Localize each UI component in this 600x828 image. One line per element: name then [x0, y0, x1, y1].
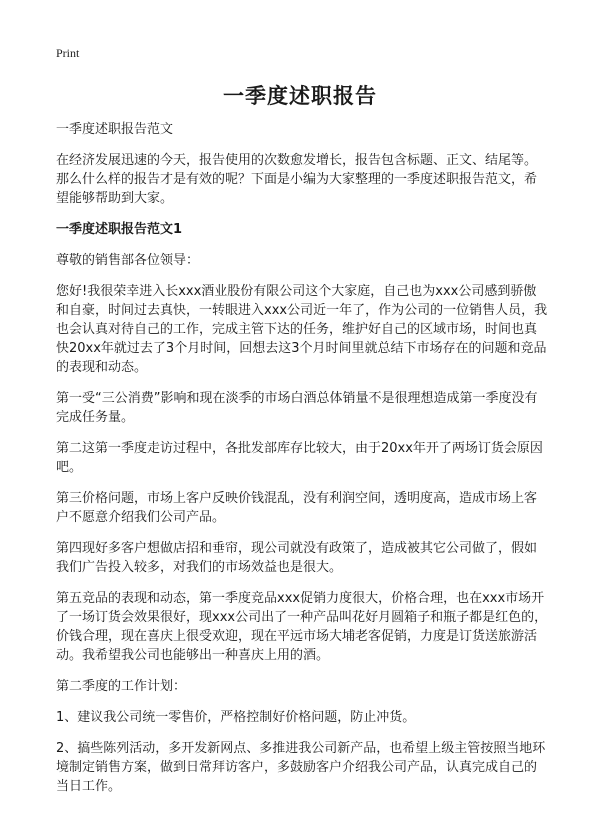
subtitle: 一季度述职报告范文 — [56, 122, 174, 137]
body-paragraph: 第四现好多客户想做店招和垂帘，现公司就没有政策了，造成被其它公司做了，假如我们广告投入较多，对我们的市场效益也是很大。 — [56, 541, 538, 575]
salutation: 尊敬的销售部各位领导： — [56, 253, 200, 268]
body-paragraph: 第二这第一季度走访过程中，各批发部库存比较大，由于20xx年开了两场订货会原因吧。 — [56, 441, 543, 475]
page-title: 一季度述职报告 — [223, 84, 377, 108]
plan-item: 1、建议我公司统一零售价，严格控制好价格问题，防止冲货。 — [56, 710, 416, 725]
body-paragraph: 第五竞品的表现和动态，第一季度竞品xxx促销力度很大，价格合理，也在xxx市场开了一场订货会效果很好，现xxx公司出了一种产品叫花好月圆箱子和瓶子都是红色的，价钱合理，现在喜庆上很受欢迎，现在平远市场大埔老客促销，力度是订货送旅游活动。我希望我公司也能够出一种喜庆上用的酒。 — [56, 591, 548, 663]
body-paragraph: 第三价格问题，市场上客户反映价钱混乱，没有利润空间，透明度高，造成市场上客户不愿意介绍我们公司产品。 — [56, 491, 538, 525]
section-heading: 一季度述职报告范文1 — [56, 222, 183, 237]
body-paragraph: 第一受“三公消费”影响和现在淡季的市场白酒总体销量不是很理想造成第一季度没有完成任务量。 — [56, 391, 538, 425]
print-label[interactable]: Print — [56, 46, 80, 60]
plan-heading: 第二季度的工作计划： — [56, 679, 187, 694]
intro-paragraph: 在经济发展迅速的今天，报告使用的次数愈发增长，报告包含标题、正文、结尾等。那么什么样的报告才是有效的呢？下面是小编为大家整理的一季度述职报告范文，希望能够帮助到大家。 — [56, 153, 538, 206]
document-body — [56, 120, 548, 808]
plan-item: 2、搞些陈列活动，多开发新网点、多推进我公司新产品，也希望上级主管按照当地环境制定销售方案，做到日常拜访客户，多鼓励客户介绍我公司产品，认真完成自己的当日工作。 — [56, 741, 546, 794]
body-paragraph: 您好!我很荣幸进入长xxx酒业股份有限公司这个大家庭，自己也为xxx公司感到骄傲和自豪，时间过去真快，一转眼进入xxx公司近一年了，作为公司的一位销售人员，我也会认真对待自己的工作，完成主管下达的任务，维护好自己的区域市场，时间也真快20xx年就过去了3个月时间，回想去这3个月时间里就总结下市场存在的问题和竞品的表现和动态。 — [56, 284, 548, 375]
